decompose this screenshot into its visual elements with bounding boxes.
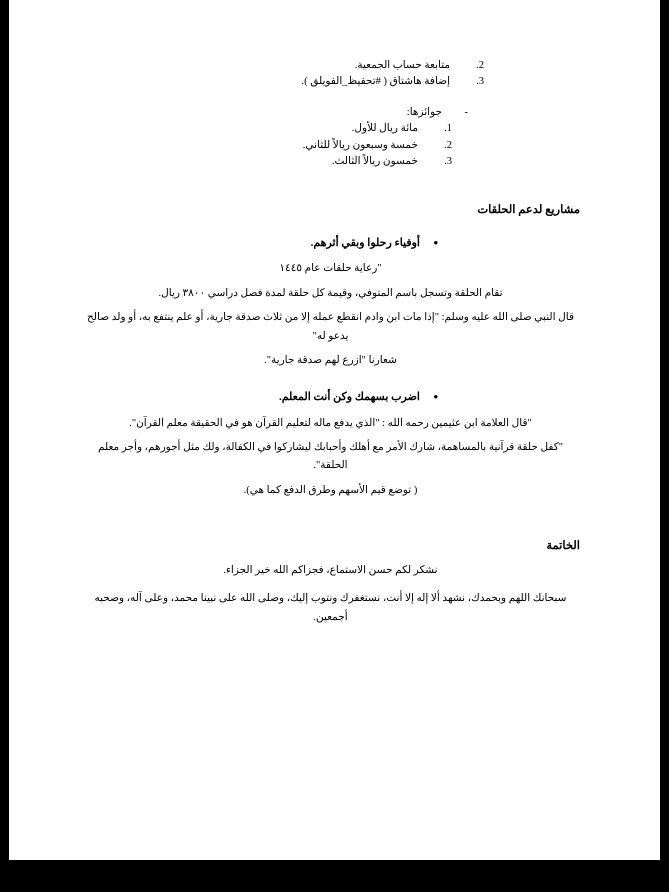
bullet-icon: • [433,235,438,251]
project-paragraph: شعارنا "ازرع لهم صدقة جارية". [264,354,397,366]
dash-marker: - [464,106,468,118]
prizes-heading-row [81,105,468,122]
project-paragraph: قال النبي صلى الله عليه وسلم: "إذا مات ابن وادم انقطع عمله إلا من ثلاث صدقة جارية، أو علم ينتفع به، أو ولد صالح يدعو له" [87,312,574,342]
list-item [81,154,452,170]
list-item [81,74,484,90]
section-heading-closing: الخاتمة [546,540,580,553]
prizes-list [81,121,452,170]
project-paragraph: "قال العلامة ابن عثيمين رحمه الله : "الذي يدفع ماله لتعليم القرآن هو في الحقيقة معلم القرآن". [129,417,532,429]
project-paragraph: تقام الحلقة وتسجل باسم المتوفي، وقيمة كل حلقة لمدة فصل دراسي ٣٨٠٠ ريال. [158,287,503,299]
continued-numbered-list [81,58,484,91]
closing-body [81,562,580,627]
project-paragraph: ( توضع قيم الأسهم وطرق الدفع كما هي). [243,484,418,496]
prizes-label: جوائزها: [406,106,442,118]
project-bullet-item [81,236,438,250]
project-bullet-item [81,390,438,404]
list-item-number: 3. [476,76,484,88]
project-paragraph: "رعاية حلقات عام ١٤٤٥ [279,263,382,275]
list-item-text: متابعة حساب الجمعية. [354,60,450,71]
closing-paragraph: سبحانك اللهم وبحمدك، نشهد ألا إله إلا أنت، نستغفرك ونتوب إليك، وصلى الله على نبينا محمد، وعلى آله، وصحبه أجمعين. [94,593,567,623]
list-item-text: مائة ريال للأول. [351,123,418,135]
project-title: اضرب بسهمك وكن أنت المعلم. [278,391,420,404]
list-item-number: 3. [444,155,452,167]
list-item [81,138,452,154]
project-title: أوفياء رحلوا وبقي أثرهم. [310,237,420,250]
bullet-icon: • [433,389,438,405]
list-item-text: خمسون ريالاً الثالث. [331,155,418,167]
list-item-number: 1. [444,123,452,135]
list-item-number: 2. [444,139,452,151]
list-item-number: 2. [476,60,484,71]
document-page [9,0,660,860]
list-item-text: خمسة وسبعون ريالاً للثاني. [302,139,418,151]
document-content [81,58,580,627]
section-heading-projects: مشاريع لدعم الحلقات [477,204,580,217]
project-paragraph: "كفل حلقة قرآنية بالمساهمة، شارك الأمر مع أهلك وأحبابك ليشاركوا في الكفالة، ولك مثل أجورهم، وأجر معلم الحلقة". [97,441,563,472]
list-item [81,58,484,74]
closing-paragraph: نشكر لكم حسن الاستماع، فجزاكم الله خير الجزاء. [223,565,438,577]
list-item [81,121,452,137]
list-item-text: إضافة هاشتاق ( #تحفيظ_الفويلق ). [301,76,450,88]
section-spacer [81,500,580,506]
